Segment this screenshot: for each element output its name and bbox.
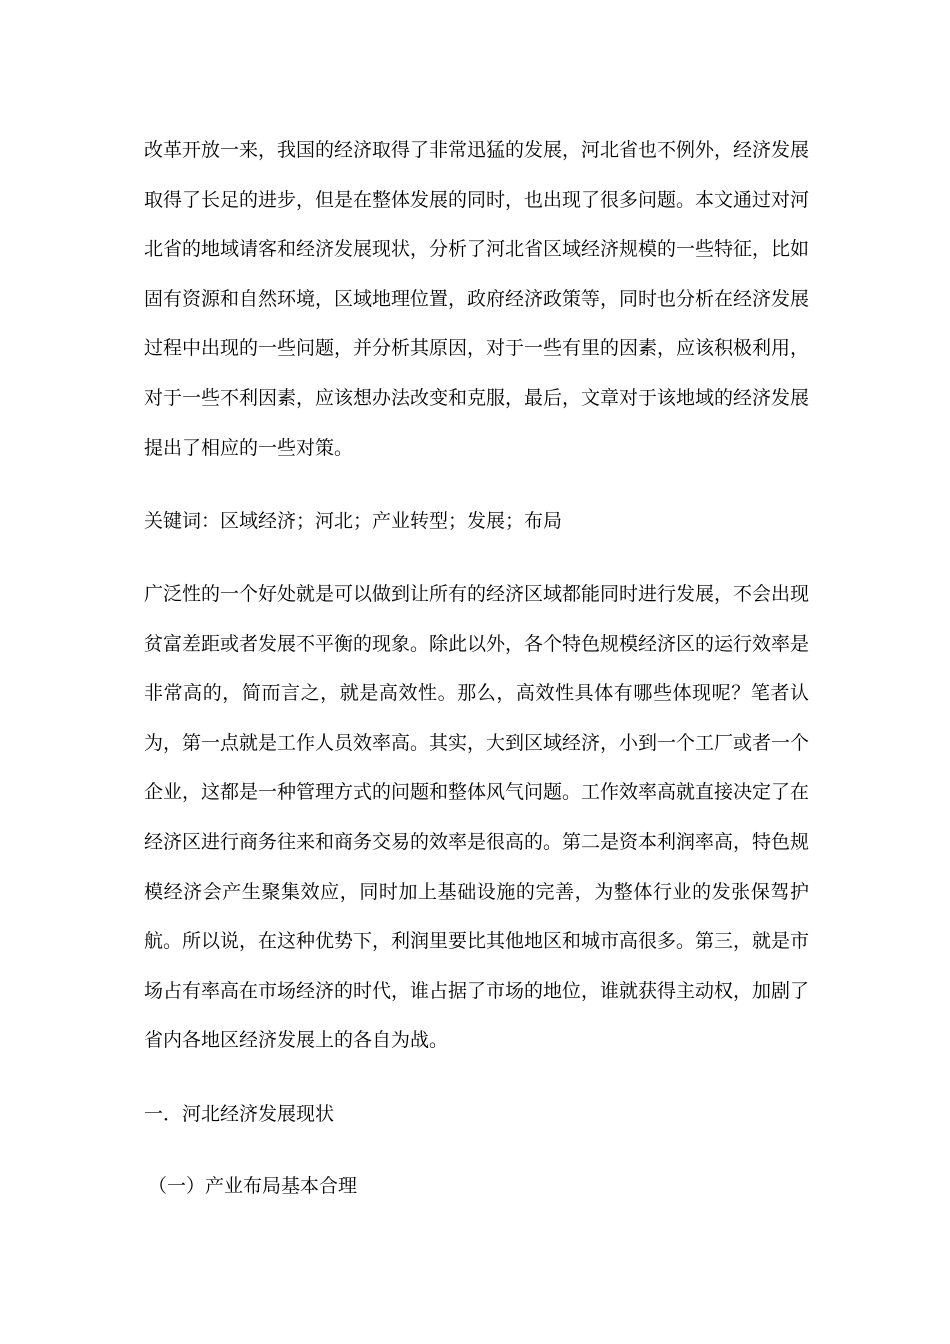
keywords-line: 关键词：区域经济；河北；产业转型；发展；布局: [144, 510, 563, 532]
subsection-heading: （一）产业布局基本合理: [148, 1175, 358, 1197]
body-paragraph: 广泛性的一个好处就是可以做到让所有的经济区域都能同时进行发展，不会出现贫富差距或者发展不平衡的现象。除此以外，各个特色规模经济区的运行效率是非常高的，简而言之，就是高效性。那么，高效性具体有哪些体现呢？笔者认为，第一点就是工作人员效率高。其实，大到区域经济，小到一个工厂或者一个企业，这都是一种管理方式的问题和整体风气问题。工作效率高就直接决定了在经济区进行商务往来和商务交易的效率是很高的。第二是资本利润率高，特色规模经济会产生聚集效应，同时加上基础设施的完善，为整体行业的发张保驾护航。所以说，在这种优势下，利润里要比其他地区和城市高很多。第三，就是市场占有率高在市场经济的时代，谁占据了市场的地位，谁就获得主动权，加剧了省内各地区经济发展上的各自为战。: [144, 583, 810, 1052]
section-heading: 一．河北经济发展现状: [144, 1103, 335, 1125]
abstract-paragraph: 改革开放一来，我国的经济取得了非常迅猛的发展，河北省也不例外，经济发展取得了长足的进步，但是在整体发展的同时，也出现了很多问题。本文通过对河北省的地域请客和经济发展现状，分析了河北省区域经济规模的一些特征，比如固有资源和自然环境，区域地理位置，政府经济政策等，同时也分析在经济发展过程中出现的一些问题，并分析其原因，对于一些有里的因素，应该积极利用，对于一些不利因素，应该想办法改变和克服，最后，文章对于该地域的经济发展提出了相应的一些对策。: [144, 139, 810, 459]
